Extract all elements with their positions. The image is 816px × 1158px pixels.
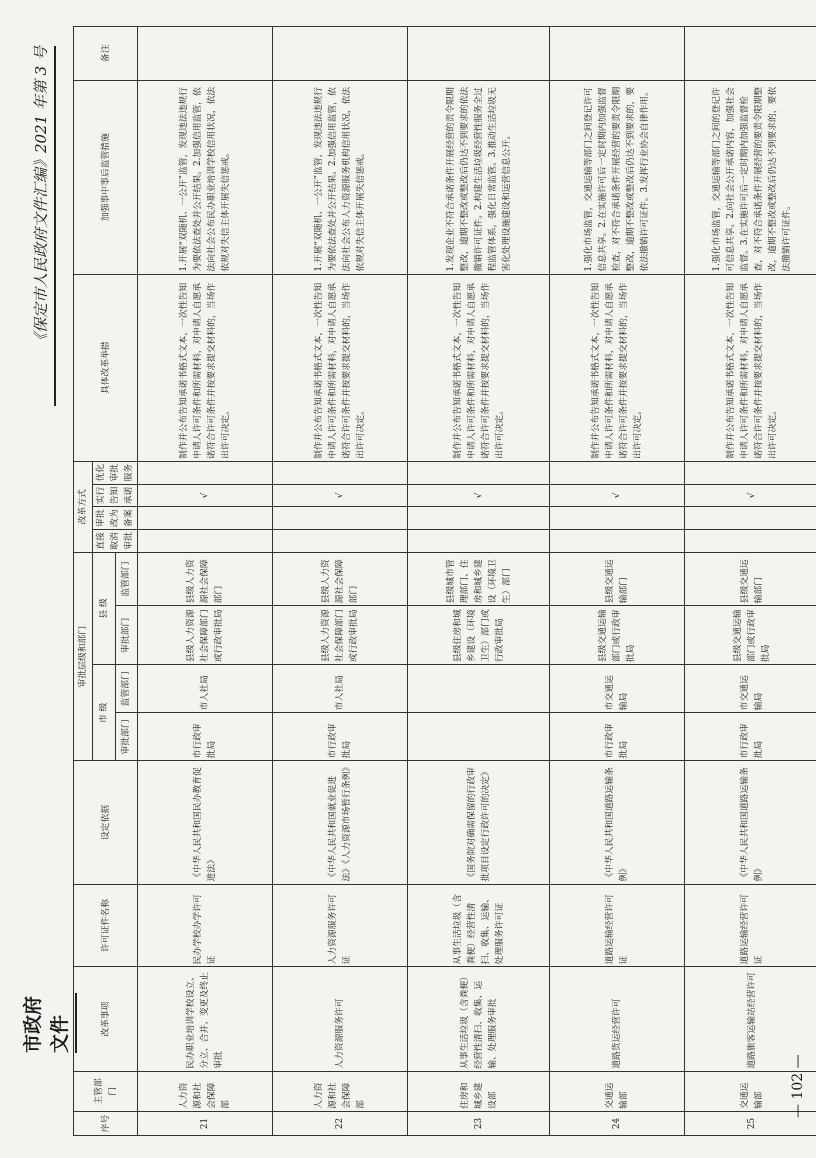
table-row [138,27,273,1136]
cell-m3-check: √ [138,484,273,507]
cell-basis: 《中华人民共和国道路运输条例》 [685,761,816,884]
cell-supervision: 1.发现企业不符合承诺条件开展经营的责令限期整改，逾期不整改或整改后仍达不到要求的依法撤销许可证件。2.构建生活垃圾经营性服务全过程监管体系，强化日常监管。3.推动生活垃圾无害化处理设施建设和运营信息公开。 [408,80,550,274]
cell-m2 [685,507,816,530]
cell-measures: 制作并公布告知承诺书格式文本，一次性告知申请人许可条件和所需材料，对申请人自愿承诺符合许可条件并按要求提交材料的，当场作出许可决定。 [138,274,273,461]
col-basis: 设定依据 [74,761,138,884]
cell-m1 [138,530,273,553]
cell-measures: 制作并公布告知承诺书格式文本，一次性告知申请人许可条件和所需材料，对申请人自愿承诺符合许可条件并按要求提交材料的，当场作出许可决定。 [408,274,550,461]
cell-dept: 交通运输部 [685,1071,816,1111]
col-item: 改革事项 [74,967,138,1071]
header-row-1 [74,27,93,1136]
col-dept: 主管部门 [74,1071,138,1111]
col-approval-group: 审批层级和部门 [74,552,93,761]
cell-remark [685,27,816,81]
cell-m1 [685,530,816,553]
cell-city-supervise: 市人社局 [273,665,408,713]
cell-measures: 制作并公布告知承诺书格式文本，一次性告知申请人许可条件和所需材料，对申请人自愿承诺符合许可条件并按要求提交材料的，当场作出许可决定。 [550,274,685,461]
table-row [685,27,816,1136]
cell-license: 民办学校办学许可证 [138,884,273,967]
cell-city-approve [408,713,550,761]
cell-seq: 21 [138,1111,273,1135]
cell-basis: 《中华人民共和国道路运输条例》 [550,761,685,884]
cell-city-supervise: 市人社局 [138,665,273,713]
col-city-supervise: 监管部门 [115,665,138,713]
cell-dept: 住房和城乡建设部 [408,1071,550,1111]
col-m1: 直接取消审批 [93,530,138,553]
cell-dept: 人力资源和社会保障部 [273,1071,408,1111]
cell-item: 从事生活垃圾（含粪便）经营性清扫、收集、运输、处理服务审批 [408,967,550,1071]
col-method-group: 改革方式 [74,461,93,552]
cell-m4 [408,461,550,484]
cell-county-supervise: 县级交通运输部门 [685,552,816,606]
cell-county-approve: 县级交通运输部门或行政审批局 [550,606,685,665]
col-m4: 优化审批服务 [93,461,138,484]
cell-m4 [550,461,685,484]
cell-item: 道路旅客运输站经营许可 [685,967,816,1071]
cell-item: 道路货运经营许可 [550,967,685,1071]
cell-measures: 制作并公布告知承诺书格式文本，一次性告知申请人许可条件和所需材料，对申请人自愿承诺符合许可条件并按要求提交材料的，当场作出许可决定。 [685,274,816,461]
cell-m1 [408,530,550,553]
col-county-approve: 审批部门 [115,606,138,665]
cell-county-supervise: 县级交通运输部门 [550,552,685,606]
cell-seq: 22 [273,1111,408,1135]
page-number: — 102 — [790,1054,806,1118]
cell-item: 民办职业培训学校设立、分立、合并、变更及终止审批 [138,967,273,1071]
col-city-approve: 审批部门 [115,713,138,761]
cell-city-supervise [408,665,550,713]
col-m2: 审批改为备案 [93,507,138,530]
cell-m1 [550,530,685,553]
cell-basis: 《中华人民共和国民办教育促进法》 [138,761,273,884]
cell-basis: 《中华人民共和国就业促进法》《人力资源市场暂行条例》 [273,761,408,884]
cell-city-approve: 市行政审批局 [550,713,685,761]
cell-county-approve: 县级住房和城乡建设（环境卫生）部门或行政审批局 [408,606,550,665]
cell-city-approve: 市行政审批局 [138,713,273,761]
cell-m2 [550,507,685,530]
col-license: 许可证件名称 [74,884,138,967]
cell-seq: 25 [685,1111,816,1135]
cell-dept: 人力资源和社会保障部 [138,1071,273,1111]
cell-county-supervise: 县级城市管理部门、住房和城乡建设（环境卫生）部门 [408,552,550,606]
cell-license: 道路运输经营许可证 [550,884,685,967]
cell-m3-check: √ [550,484,685,507]
col-city: 市 级 [93,665,116,761]
cell-seq: 23 [408,1111,550,1135]
cell-m4 [685,461,816,484]
cell-county-approve: 县级交通运输部门或行政审批局 [685,606,816,665]
col-m3: 实行告知承诺 [93,484,138,507]
cell-remark [273,27,408,81]
table-row [408,27,550,1136]
cell-city-approve: 市行政审批局 [685,713,816,761]
cell-measures: 制作并公布告知承诺书格式文本，一次性告知申请人许可条件和所需材料，对申请人自愿承诺符合许可条件并按要求提交材料的，当场作出许可决定。 [273,274,408,461]
cell-dept: 交通运输部 [550,1071,685,1111]
cell-item: 人力资源服务许可 [273,967,408,1071]
cell-county-supervise: 县级人力资源社会保障部门 [273,552,408,606]
col-county: 县 级 [93,552,116,664]
header-left-title: 市政府文件 [18,993,77,1053]
cell-license: 从事生活垃圾（含粪便）经营性清扫、收集、运输、处理服务许可证 [408,884,550,967]
header-right-title: 《保定市人民政府文件汇编》2021 年第 3 号 [30,46,56,406]
cell-m4 [273,461,408,484]
cell-county-approve: 县级人力资源社会保障部门或行政审批局 [138,606,273,665]
col-seq: 序号 [74,1111,138,1135]
cell-seq: 24 [550,1111,685,1135]
col-county-supervise: 监管部门 [115,552,138,606]
cell-m3-check: √ [408,484,550,507]
cell-city-approve: 市行政审批局 [273,713,408,761]
cell-m2 [408,507,550,530]
cell-supervision: 1.强化市场监管，交通运输等部门之间的登记许可信息共享。2.向社会公开承诺内容，加强社会监督。3.在实施许可后一定时期内加强监督检查，对不符合承诺条件开展经营的要责令限期整改，逾期不整改或整改后仍达不到要求的，要依法撤销许可证件。 [685,80,816,274]
cell-city-supervise: 市交通运输局 [550,665,685,713]
cell-basis: 《国务院对确需保留的行政审批项目设定行政许可的决定》 [408,761,550,884]
cell-supervision: 1.强化市场监管，交通运输等部门之间登记许可信息共享。2.在实施许可后一定时期内加强监督检查，对不符合承诺条件开展经营的要责令限期整改，逾期不整改或整改后仍达不到要求的，要依法撤销许可证件。3.发挥行业协会自律作用。 [550,80,685,274]
cell-m3-check: √ [685,484,816,507]
cell-remark [408,27,550,81]
table-row [550,27,685,1136]
cell-city-supervise: 市交通运输局 [685,665,816,713]
cell-remark [550,27,685,81]
cell-m2 [273,507,408,530]
reform-items-table [73,26,816,1136]
cell-m1 [273,530,408,553]
cell-county-supervise: 县级人力资源社会保障部门 [138,552,273,606]
col-measures: 具体改革举措 [74,274,138,461]
cell-supervision: 1.开展“双随机、一公开”监管，发现违法违规行为要依法查处并公开结果。2.加强信用监管，依法向社会公布民办职业培训学校信用状况，依法依规对失信主体开展失信惩戒。 [138,80,273,274]
cell-county-approve: 县级人力资源社会保障部门或行政审批局 [273,606,408,665]
cell-license: 道路运输经营许可证 [685,884,816,967]
cell-m2 [138,507,273,530]
cell-remark [138,27,273,81]
cell-m4 [138,461,273,484]
col-remark: 备注 [74,27,138,81]
cell-supervision: 1.开展“双随机、一公开”监管，发现违法违规行为要依法查处并公开结果。2.加强信用监管，依法向社会公布人力资源服务机构信用状况，依法依规对失信主体开展失信惩戒。 [273,80,408,274]
table-row [273,27,408,1136]
col-supervision: 加强事中事后监管措施 [74,80,138,274]
cell-m3-check: √ [273,484,408,507]
cell-license: 人力资源服务许可证 [273,884,408,967]
